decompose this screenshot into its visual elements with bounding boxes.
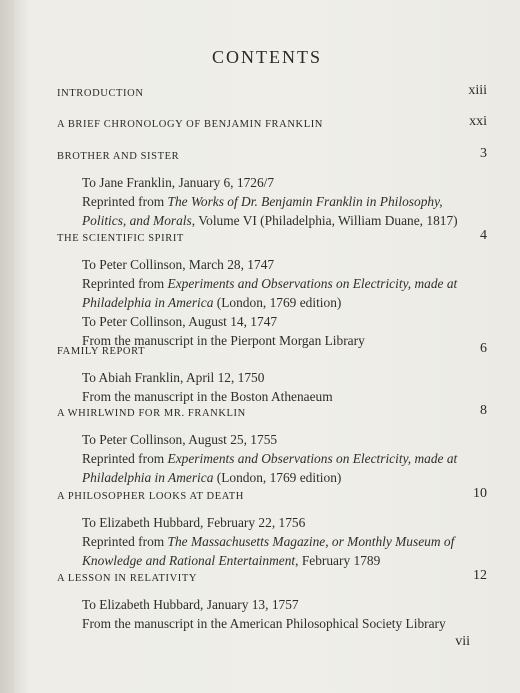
source-text: To Peter Collinson, August 25, 1755 [82,432,278,447]
toc-source-line [82,449,487,468]
toc-entry-page-number: 12 [473,568,487,583]
source-title-italic: Experiments and Observations on Electricity, made at [167,276,458,291]
toc-entry-heading: BROTHER AND SISTER [57,151,180,162]
toc-source-line [82,368,487,387]
source-text: Reprinted from [82,194,168,209]
source-title-italic: Knowledge and Rational Entertainment [82,553,296,568]
toc-source-line [82,430,487,449]
source-text: Reprinted from [82,276,168,291]
toc-source-line [82,173,487,192]
toc-entry-page-number: 6 [480,341,487,356]
source-text: From the manuscript in the American Philosophical Society Library [82,616,446,631]
page-title: CONTENTS [212,47,322,67]
source-text: , February 1789 [295,553,381,568]
toc-source-line [82,551,487,570]
source-text: To Peter Collinson, March 28, 1747 [82,257,275,272]
source-text: To Peter Collinson, August 14, 1747 [82,314,278,329]
toc-entry [57,341,487,406]
toc-source-line [82,532,487,551]
toc-entry-heading: FAMILY REPORT [57,346,146,357]
source-text: To Elizabeth Hubbard, February 22, 1756 [82,515,306,530]
source-text: Reprinted from [82,451,168,466]
toc-entry-page-number: 3 [480,146,487,161]
toc-source-line [82,595,487,614]
toc-entry-page-number: xxi [469,114,487,129]
toc-entry-heading: THE SCIENTIFIC SPIRIT [57,233,184,244]
toc-entry [57,83,487,101]
toc-entry-sources [57,595,487,633]
book-page [14,0,520,693]
source-text: (London, 1769 edition) [213,295,342,310]
toc-entry-page-number: xiii [468,83,487,98]
page-folio: vii [455,634,470,649]
toc-entry-heading: A PHILOSOPHER LOOKS AT DEATH [57,491,244,502]
toc-source-line [82,192,487,211]
source-title-italic: Politics, and Morals [82,213,192,228]
toc-entry [57,568,487,633]
toc-source-line [82,274,487,293]
source-title-italic: Philadelphia in America [82,295,214,310]
toc-entry-heading: A BRIEF CHRONOLOGY OF BENJAMIN FRANKLIN [57,119,323,130]
toc-entry [57,403,487,487]
toc-entry [57,486,487,570]
source-text: To Elizabeth Hubbard, January 13, 1757 [82,597,299,612]
toc-entry-page-number: 8 [480,403,487,418]
toc-source-line [82,312,487,331]
source-text: (London, 1769 edition) [213,470,342,485]
source-text: Reprinted from [82,534,168,549]
source-text: From the manuscript in the Boston Athenaeum [82,389,333,404]
source-text: , Volume VI (Philadelphia, William Duane, 1817) [191,213,458,228]
toc-source-line [82,255,487,274]
source-title-italic: The Works of Dr. Benjamin Franklin in Philosophy, [167,194,443,209]
toc-entry-heading: INTRODUCTION [57,88,144,99]
toc-source-line [82,293,487,312]
toc-entry-heading: A WHIRLWIND FOR MR. FRANKLIN [57,408,246,419]
toc-source-line [82,614,487,633]
source-title-italic: Philadelphia in America [82,470,214,485]
toc-source-line [82,468,487,487]
toc-entry-sources [57,173,487,230]
source-title-italic: The Massachusetts Magazine, or Monthly Museum of [167,534,455,549]
source-text: To Jane Franklin, January 6, 1726/7 [82,175,275,190]
toc-entry-sources [57,368,487,406]
toc-entry [57,228,487,350]
book-gutter [0,0,14,693]
toc-source-line [82,387,487,406]
toc-source-line [82,211,487,230]
toc-entry [57,114,487,132]
toc-entry-sources [57,513,487,570]
toc-entry-heading: A LESSON IN RELATIVITY [57,573,198,584]
toc-entry [57,146,487,230]
source-text: To Abiah Franklin, April 12, 1750 [82,370,265,385]
toc-source-line [82,513,487,532]
toc-entry-sources [57,255,487,350]
source-title-italic: Experiments and Observations on Electricity, made at [167,451,458,466]
toc-entry-page-number: 10 [473,486,487,501]
toc-entry-page-number: 4 [480,228,487,243]
toc-entry-sources [57,430,487,487]
source-text: From the manuscript in the Pierpont Morgan Library [82,333,365,348]
